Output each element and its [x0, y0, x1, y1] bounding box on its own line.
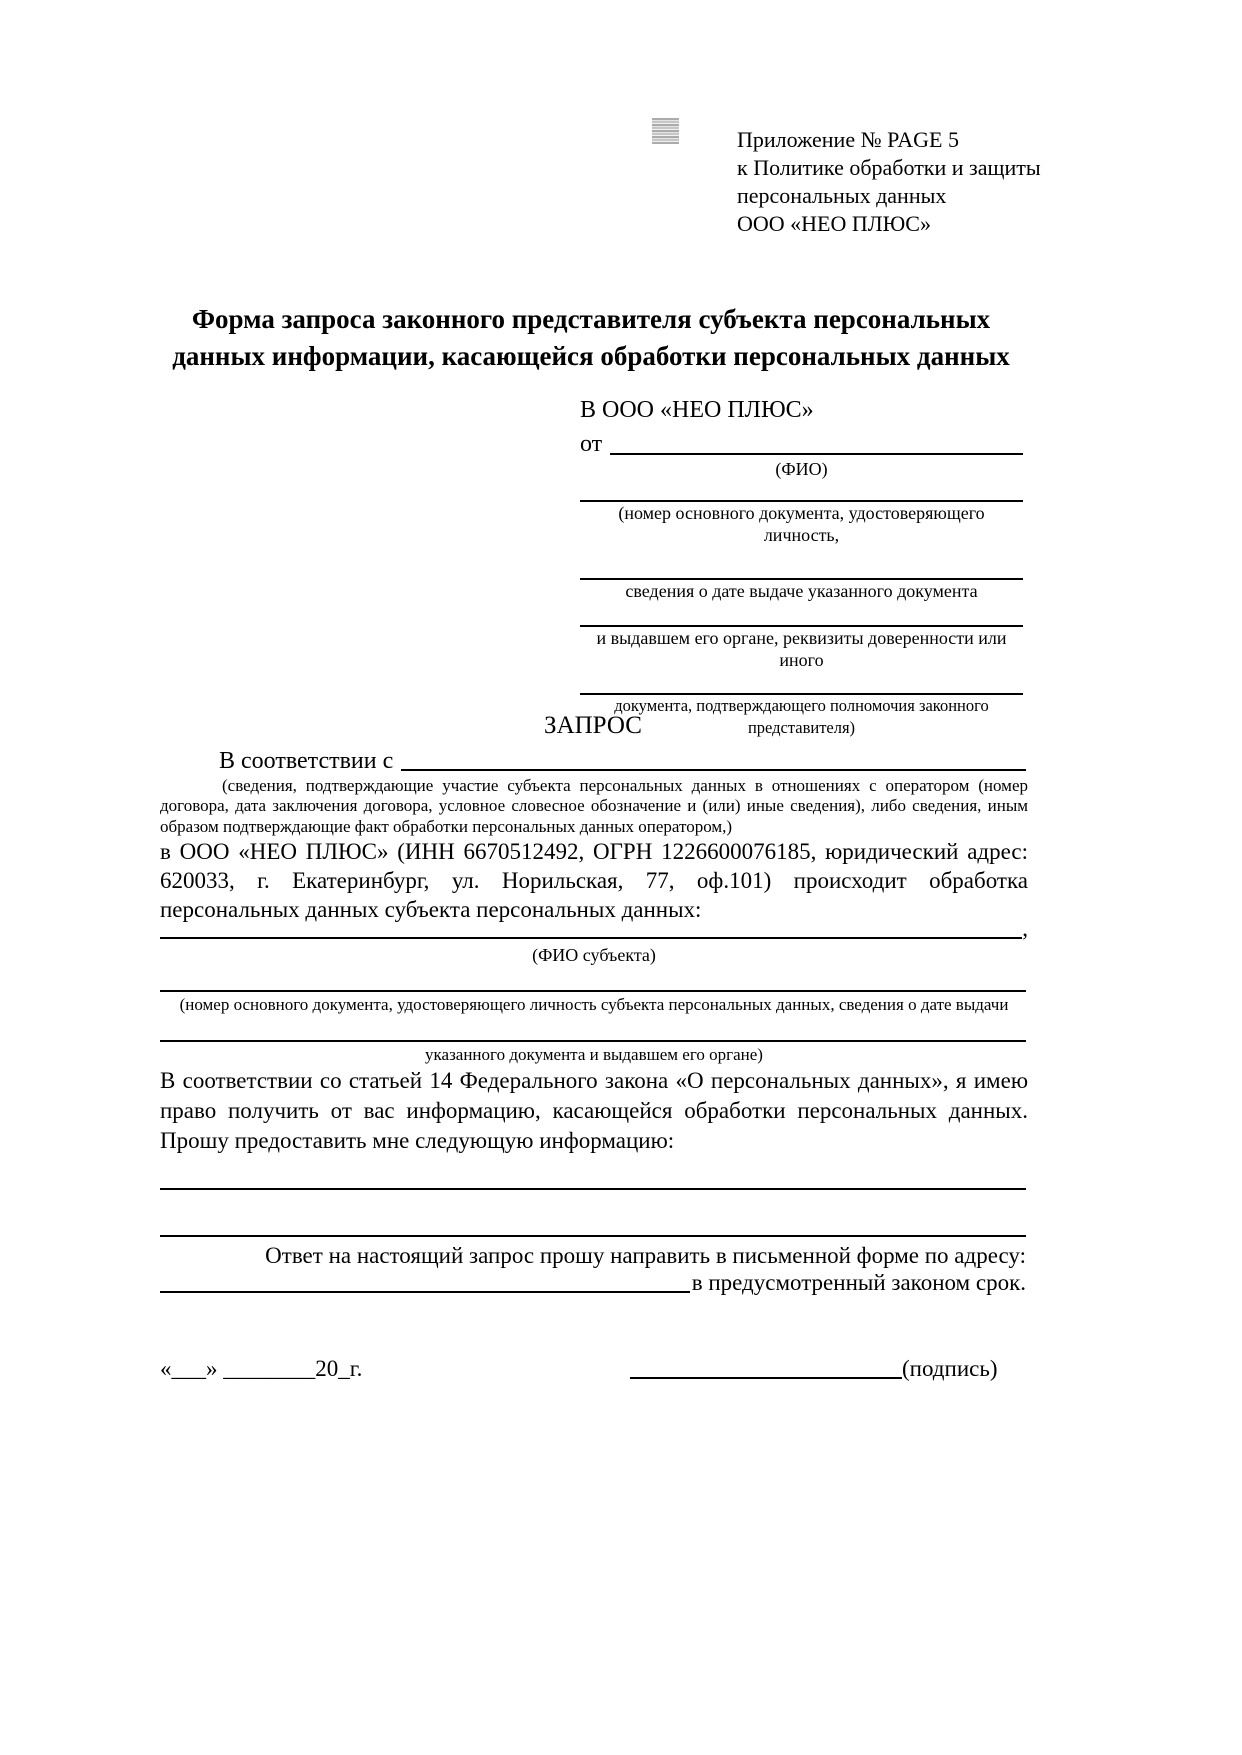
subject-document-caption-2: указанного документа и выдавшем его органе): [425, 1045, 763, 1064]
answer-request-line: Ответ на настоящий запрос прошу направить в письменной форме по адресу:: [265, 1243, 1026, 1268]
issuing-authority-blank-field: [580, 602, 1023, 627]
from-row: [580, 430, 1023, 458]
accordance-basis-blank-field: [401, 748, 1026, 771]
issue-date-blank-field: [580, 546, 1023, 580]
subject-fio-caption: (ФИО субъекта): [532, 945, 656, 965]
answer-deadline-text: в предусмотренный законом срок.: [691, 1270, 1026, 1295]
authority-document-blank-field: [580, 671, 1023, 695]
signature-caption: (подпись): [902, 1356, 998, 1381]
subject-document-blank-field-1: [160, 966, 1026, 992]
fio-caption: (ФИО): [775, 459, 828, 479]
subject-document-caption-1: (номер основного документа, удостоверяющего личность субъекта персональных данных, сведения о дате выдачи: [179, 995, 1009, 1014]
answer-address-blank-field: [160, 1269, 690, 1293]
answer-address-row: [160, 1269, 1026, 1296]
request-heading: ЗАПРОС: [544, 712, 642, 739]
addressee-organization: В ООО «НЕО ПЛЮС»: [580, 397, 814, 423]
policy-line-1: к Политике обработки и защиты: [737, 155, 1041, 180]
requested-info-blank-line-2: [160, 1205, 1026, 1237]
subject-fio-trailing-comma: ,: [1022, 916, 1028, 941]
addressee-block: [580, 396, 1023, 739]
accordance-prefix: В соответствии с: [219, 748, 394, 774]
date-blank: «___» ________20_г.: [160, 1356, 363, 1381]
embedded-image-icon: [652, 118, 679, 144]
field-caption-4: документа, подтверждающего полномочия законного представителя): [614, 696, 989, 737]
appendix-number-line: Приложение № PAGE 5: [737, 127, 959, 152]
from-prefix: от: [580, 431, 603, 457]
from-name-blank-field: [610, 430, 1023, 455]
signature-blank-field: [630, 1356, 902, 1379]
subject-fio-blank-field: [160, 916, 1022, 939]
accordance-row: [160, 748, 1026, 774]
law-paragraph: В соответствии со статьей 14 Федерального закона «О персональных данных», я имею право получить от вас информацию, касающейся обработки персональных данных. Прошу предоставить мне следующую информацию:: [160, 1068, 1028, 1153]
policy-line-2: персональных данных: [737, 183, 947, 208]
basis-note: (сведения, подтверждающие участие субъекта персональных данных в отношениях с оператором (номер договора, дата заключения договора, условное словесное обозначение и (или) иные сведения), либо сведения, иным образом подтверждающие факт обработки персональных данных оператором,): [160, 776, 1028, 836]
field-caption-3: и выдавшем его органе, реквизиты доверенности или иного: [596, 628, 1007, 670]
requested-info-blank-line-1: [160, 1158, 1026, 1190]
organization-name: ООО «НЕО ПЛЮС»: [737, 211, 931, 236]
field-caption-2: сведения о дате выдаче указанного документа: [625, 581, 978, 601]
paragraph-indent: [160, 748, 219, 774]
signature-row: [630, 1356, 1026, 1382]
document-number-blank-field: [580, 480, 1023, 502]
appendix-header: [737, 126, 1057, 238]
field-caption-1: (номер основного документа, удостоверяющего личность,: [618, 503, 985, 545]
document-title: Форма запроса законного представителя субъекта персональных данных информации, касающейся обработки персональных данных: [172, 304, 1010, 371]
operator-paragraph: в ООО «НЕО ПЛЮС» (ИНН 6670512492, ОГРН 1226600076185, юридический адрес: 620033, г. Екатеринбург, ул. Норильская, 77, оф.101) происходит обработка персональных данных субъекта персональных данных:: [160, 839, 1028, 922]
subject-document-blank-field-2: [160, 1012, 1026, 1042]
subject-fio-row: [160, 916, 1028, 942]
